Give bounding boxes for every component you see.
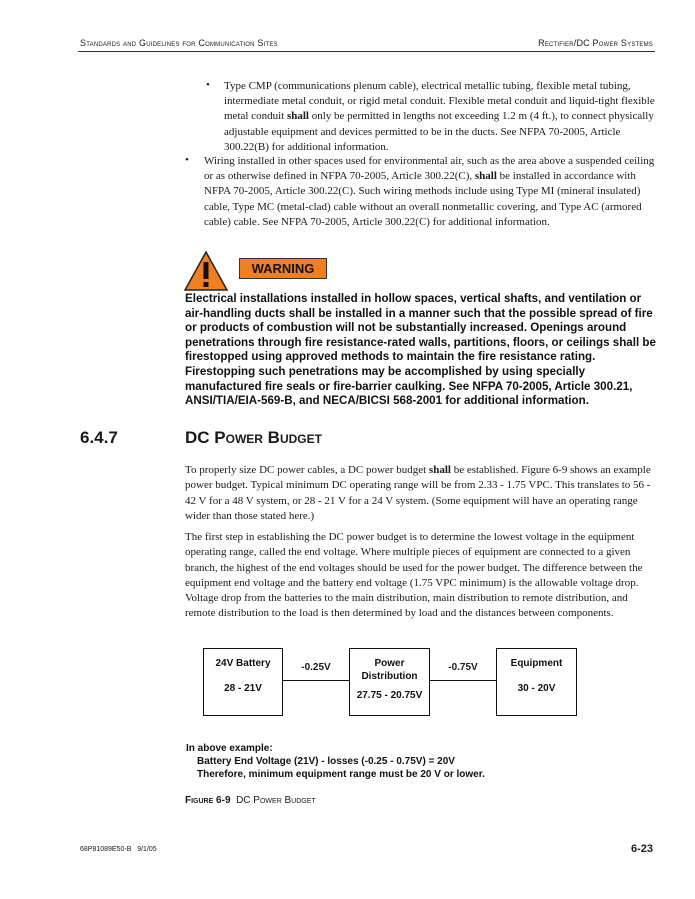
section-number: 6.4.7: [80, 428, 118, 447]
paragraph-1-pre: To properly size DC power cables, a DC power budget: [185, 464, 429, 476]
voltage-drop-1: -0.25V: [301, 662, 331, 673]
sub-bullet-text-pre: Type CMP (communications plenum cable), electrical metallic tubing, flexible metal tubing, intermediate metal conduit, or rigid metal conduit. Flexible metal conduit and liquid-tight flexible metal conduit: [224, 80, 655, 123]
footer-doc-id: 68P81089E50-B 9/1/05: [80, 846, 157, 853]
bullet-text: [204, 154, 657, 230]
warning-triangle-icon: [183, 250, 229, 292]
bullet-text-bold: shall: [474, 170, 497, 183]
equipment-box: [496, 648, 577, 716]
paragraph-end-voltage: The first step in establishing the DC power budget is to determine the lowest voltage in the equipment operating range, called the end voltage. Where multiple pieces of equipment are connected to a given branch, the highest of the end voltages should be used for the power budget. The difference between the equipment end voltage and the battery end voltage (1.75 VPC minimum) is the allowable voltage drop. Voltage drop from the batteries to the main distribution, main distribution to remote distribution, and remote distribution to the load is then determined by load and the distances between components.: [185, 531, 643, 620]
warning-badge: WARNING: [239, 258, 327, 279]
header-rule: [78, 51, 655, 52]
section-title: DC Power Budget: [185, 428, 322, 447]
header-left-title: Standards and Guidelines for Communication Sites: [80, 38, 278, 48]
bullet-text-post: be installed in accordance with NFPA 70-2005, Article 300.22(C). Such wiring methods include using Type MI (mineral insulated) cable, Type MC (metal-clad) cable without an overall nonmetallic covering, and Type AC (armored cable) cable. See NFPA 70-2005, Article 300.22(C) for additional information.: [204, 170, 642, 228]
equipment-label: Equipment: [510, 658, 563, 669]
paragraph-power-budget: [185, 463, 659, 524]
example-line-2: Therefore, minimum equipment range must be 20 V or lower.: [197, 769, 485, 781]
example-line-1: Battery End Voltage (21V) - losses (-0.25 - 0.75V) = 20V: [197, 756, 455, 768]
battery-range: 28 - 21V: [224, 683, 262, 694]
distribution-label-line1: Power: [374, 658, 405, 669]
header-right-title: Rectifier/DC Power Systems: [538, 38, 653, 48]
battery-box: [203, 648, 283, 716]
distribution-box: [349, 648, 430, 716]
distribution-range: 27.75 - 20.75V: [356, 690, 423, 701]
equipment-range: 30 - 20V: [517, 683, 556, 694]
paragraph-1-post: be established. Figure 6-9 shows an example power budget. Typical minimum DC operating range will be from 2.33 - 1.75 VPC. This translates to 56 - 42 V for a 48 V system, or 28 - 21 V for a 24 V system. (Some equipment will have an operating range wider than those stated here.): [185, 464, 651, 522]
sub-bullet-text-bold: shall: [286, 110, 309, 123]
footer-page-number: 6-23: [630, 843, 653, 855]
warning-text: Electrical installations installed in hollow spaces, vertical shafts, and ventilation or air-handling ducts shall be installed in a manner such that the possible spread of fire or products of combustion will not be substantially increased. Openings around penetrations through fire resistance-rated walls, partitions, floors, or ceilings shall be firestopped using approved methods to maintain the fire resistance rating. Firestopping such penetrations may be accomplished by using specially manufactured fire seals or fire-barrier caulking. See NFPA 70-2005, Article 300.21, ANSI/TIA/EIA-569-B, and NECA/BICSI 568-2001 for additional information.: [185, 292, 656, 408]
paragraph-1-bold: shall: [428, 464, 451, 476]
figure-title: DC Power Budget: [236, 795, 316, 806]
example-heading: In above example:: [186, 743, 273, 754]
distribution-label-line2: Distribution: [361, 671, 418, 682]
sub-bullet-text: [224, 79, 657, 155]
connector-line-2: [430, 680, 496, 681]
figure-caption: [185, 795, 316, 806]
bullet-mark: •: [185, 154, 189, 166]
figure-label: Figure 6-9: [185, 795, 231, 806]
example-block: [186, 742, 485, 782]
sub-bullet-text-post: only be permitted in lengths not exceeding 1.2 m (4 ft.), to connect physically adjustable equipment and devices permitted to be in the ducts. See NFPA 70-2005, Article 300.22(B) for additional information.: [224, 110, 654, 153]
battery-label: 24V Battery: [215, 658, 271, 669]
connector-line-1: [283, 680, 349, 681]
voltage-drop-2: -0.75V: [448, 662, 478, 673]
sub-bullet-mark: •: [206, 79, 210, 91]
bullet-text-pre: Wiring installed in other spaces used for environmental air, such as the area above a suspended ceiling or as otherwise defined in NFPA 70-2005, Article 300.22(C),: [204, 155, 655, 183]
